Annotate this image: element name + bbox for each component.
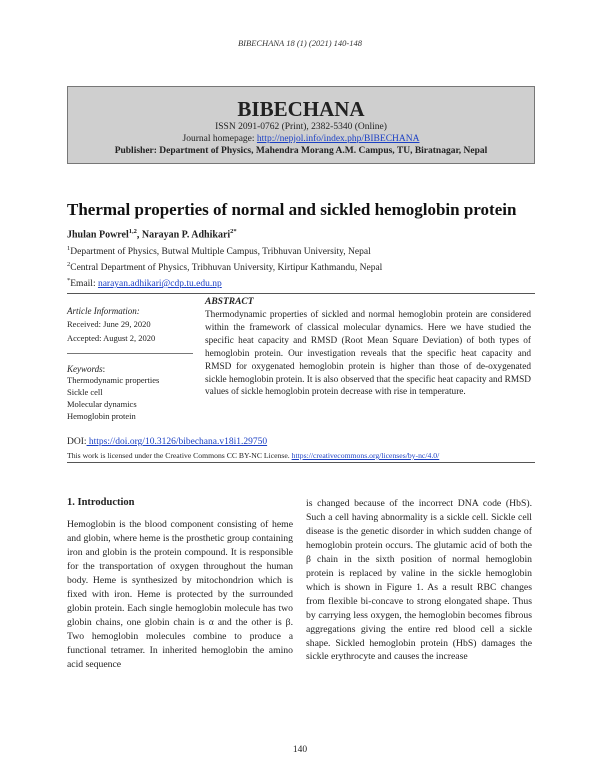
keyword-item: Hemoglobin protein	[67, 411, 136, 421]
license-text: This work is licensed under the Creative Commons CC BY-NC License.	[67, 451, 292, 460]
keyword-item: Molecular dynamics	[67, 399, 137, 409]
page-number: 140	[292, 745, 308, 755]
running-head: BIBECHANA 18 (1) (2021) 140-148	[237, 38, 363, 48]
affiliation-2	[67, 261, 382, 273]
journal-name: BIBECHANA	[237, 97, 365, 121]
body-column-right: is changed because of the incorrect DNA code (HbS). Such a cell having abnormality is a sickle cell. Sickle cell disease is the genetic disorder in which sudden change of hemoglobin protein occurs. The glutamic acid of both the β chain in the sixth position of normal hemoglobin protein is replaced by valine in the sickle hemoglobin which is shown in Figure 1. As a result RBC changes from flexible bi-concave to strong elongated shape. Thus by carrying less oxygen, the hemoglobin becomes fibrous aggregations giving the entire red blood cell a sickle shape. Sickled hemoglobin protein (HbS) damages the sickle erythrocyte and causes the increase	[306, 498, 532, 663]
author-2: Narayan P. Adhikari	[141, 229, 231, 241]
section-heading: 1. Introduction	[67, 497, 135, 508]
paper-title: Thermal properties of normal and sickled hemoglobin protein	[67, 200, 517, 219]
affiliation-1-mark: 1	[67, 245, 71, 252]
homepage-link[interactable]: http://nepjol.info/index.php/BIBECHANA	[256, 134, 420, 144]
email-line	[67, 277, 222, 289]
doi-line	[67, 437, 267, 447]
author-2-affil: 2*	[230, 228, 237, 235]
publisher	[68, 145, 534, 157]
accepted-date: Accepted: August 2, 2020	[67, 333, 156, 343]
affiliation-2-text: Central Department of Physics, Tribhuvan University, Kirtipur Kathmandu, Nepal	[70, 263, 383, 274]
doi-link[interactable]: https://doi.org/10.3126/bibechana.v18i1.29750	[86, 437, 268, 447]
doi-label: DOI:	[67, 437, 87, 447]
license-line	[67, 451, 439, 460]
journal-homepage	[68, 133, 534, 145]
license-divider	[67, 462, 535, 463]
keywords-heading	[67, 364, 193, 374]
keywords-label: Keywords	[67, 364, 103, 374]
author-separator: ,	[136, 229, 142, 241]
article-info-heading: Article Information:	[67, 306, 140, 316]
keyword-item: Sickle cell	[67, 387, 103, 397]
email-label: Email:	[70, 279, 98, 290]
author-1: Jhulan Powrel	[67, 229, 129, 241]
email-link[interactable]: narayan.adhikari@cdp.tu.edu.np	[97, 279, 222, 290]
affiliation-1	[67, 245, 371, 257]
received-date: Received: June 29, 2020	[67, 319, 151, 329]
authors	[67, 228, 237, 240]
license-link[interactable]: https://creativecommons.org/licenses/by-nc/4.0/	[291, 451, 440, 460]
affiliation-2-mark: 2	[67, 261, 71, 268]
article-info-box	[67, 299, 193, 427]
keyword-item: Thermodynamic properties	[67, 375, 160, 385]
homepage-label: Journal homepage:	[182, 134, 257, 144]
abstract-heading: ABSTRACT	[205, 297, 254, 307]
info-divider	[67, 353, 193, 354]
journal-banner	[67, 86, 535, 164]
publisher-label: Publisher:	[114, 146, 157, 156]
abstract-text: Thermodynamic properties of sickled and normal hemoglobin protein are considered within the framework of classical molecular dynamics. Here we have studied the specific heat capacity and RMSD (Root Mean Square Deviation) of both types of hemoglobin protein. Our investigation reveals that the specific heat capacity and RMSD for oxygenated hemoglobin protein is higher than those of de-oxygenated sickle hemoglobin protein. It is also observed that the specific heat capacity and RMSD values of sickle hemoglobin protein decrease with rise in temperature.	[205, 310, 531, 398]
header-divider	[67, 293, 535, 294]
affiliation-1-text: Department of Physics, Butwal Multiple Campus, Tribhuvan University, Nepal	[70, 247, 371, 258]
author-1-affil: 1,2	[128, 228, 137, 235]
keywords-colon: :	[102, 364, 106, 374]
body-column-left: Hemoglobin is the blood component consisting of heme and globin, where heme is the prosthetic group containing iron and globin is the protein compound. It is responsible for the transportation of oxygen throughout the human body. Heme is synthesized by mitochondrion which is fixed with iron. Heme is protected by the surrounded globin protein. Each single hemoglobin molecule has two globin chains, one globin chain is α and the other is β. Two hemoglobin molecules combine to produce a functional tetramer. In inherited hemoglobin the amino acid sequence	[67, 519, 293, 670]
publisher-name: Department of Physics, Mahendra Morang A.M. Campus, TU, Biratnagar, Nepal	[156, 146, 488, 156]
issn: ISSN 2091-0762 (Print), 2382-5340 (Online)	[215, 122, 387, 132]
email-mark: *	[67, 277, 71, 284]
